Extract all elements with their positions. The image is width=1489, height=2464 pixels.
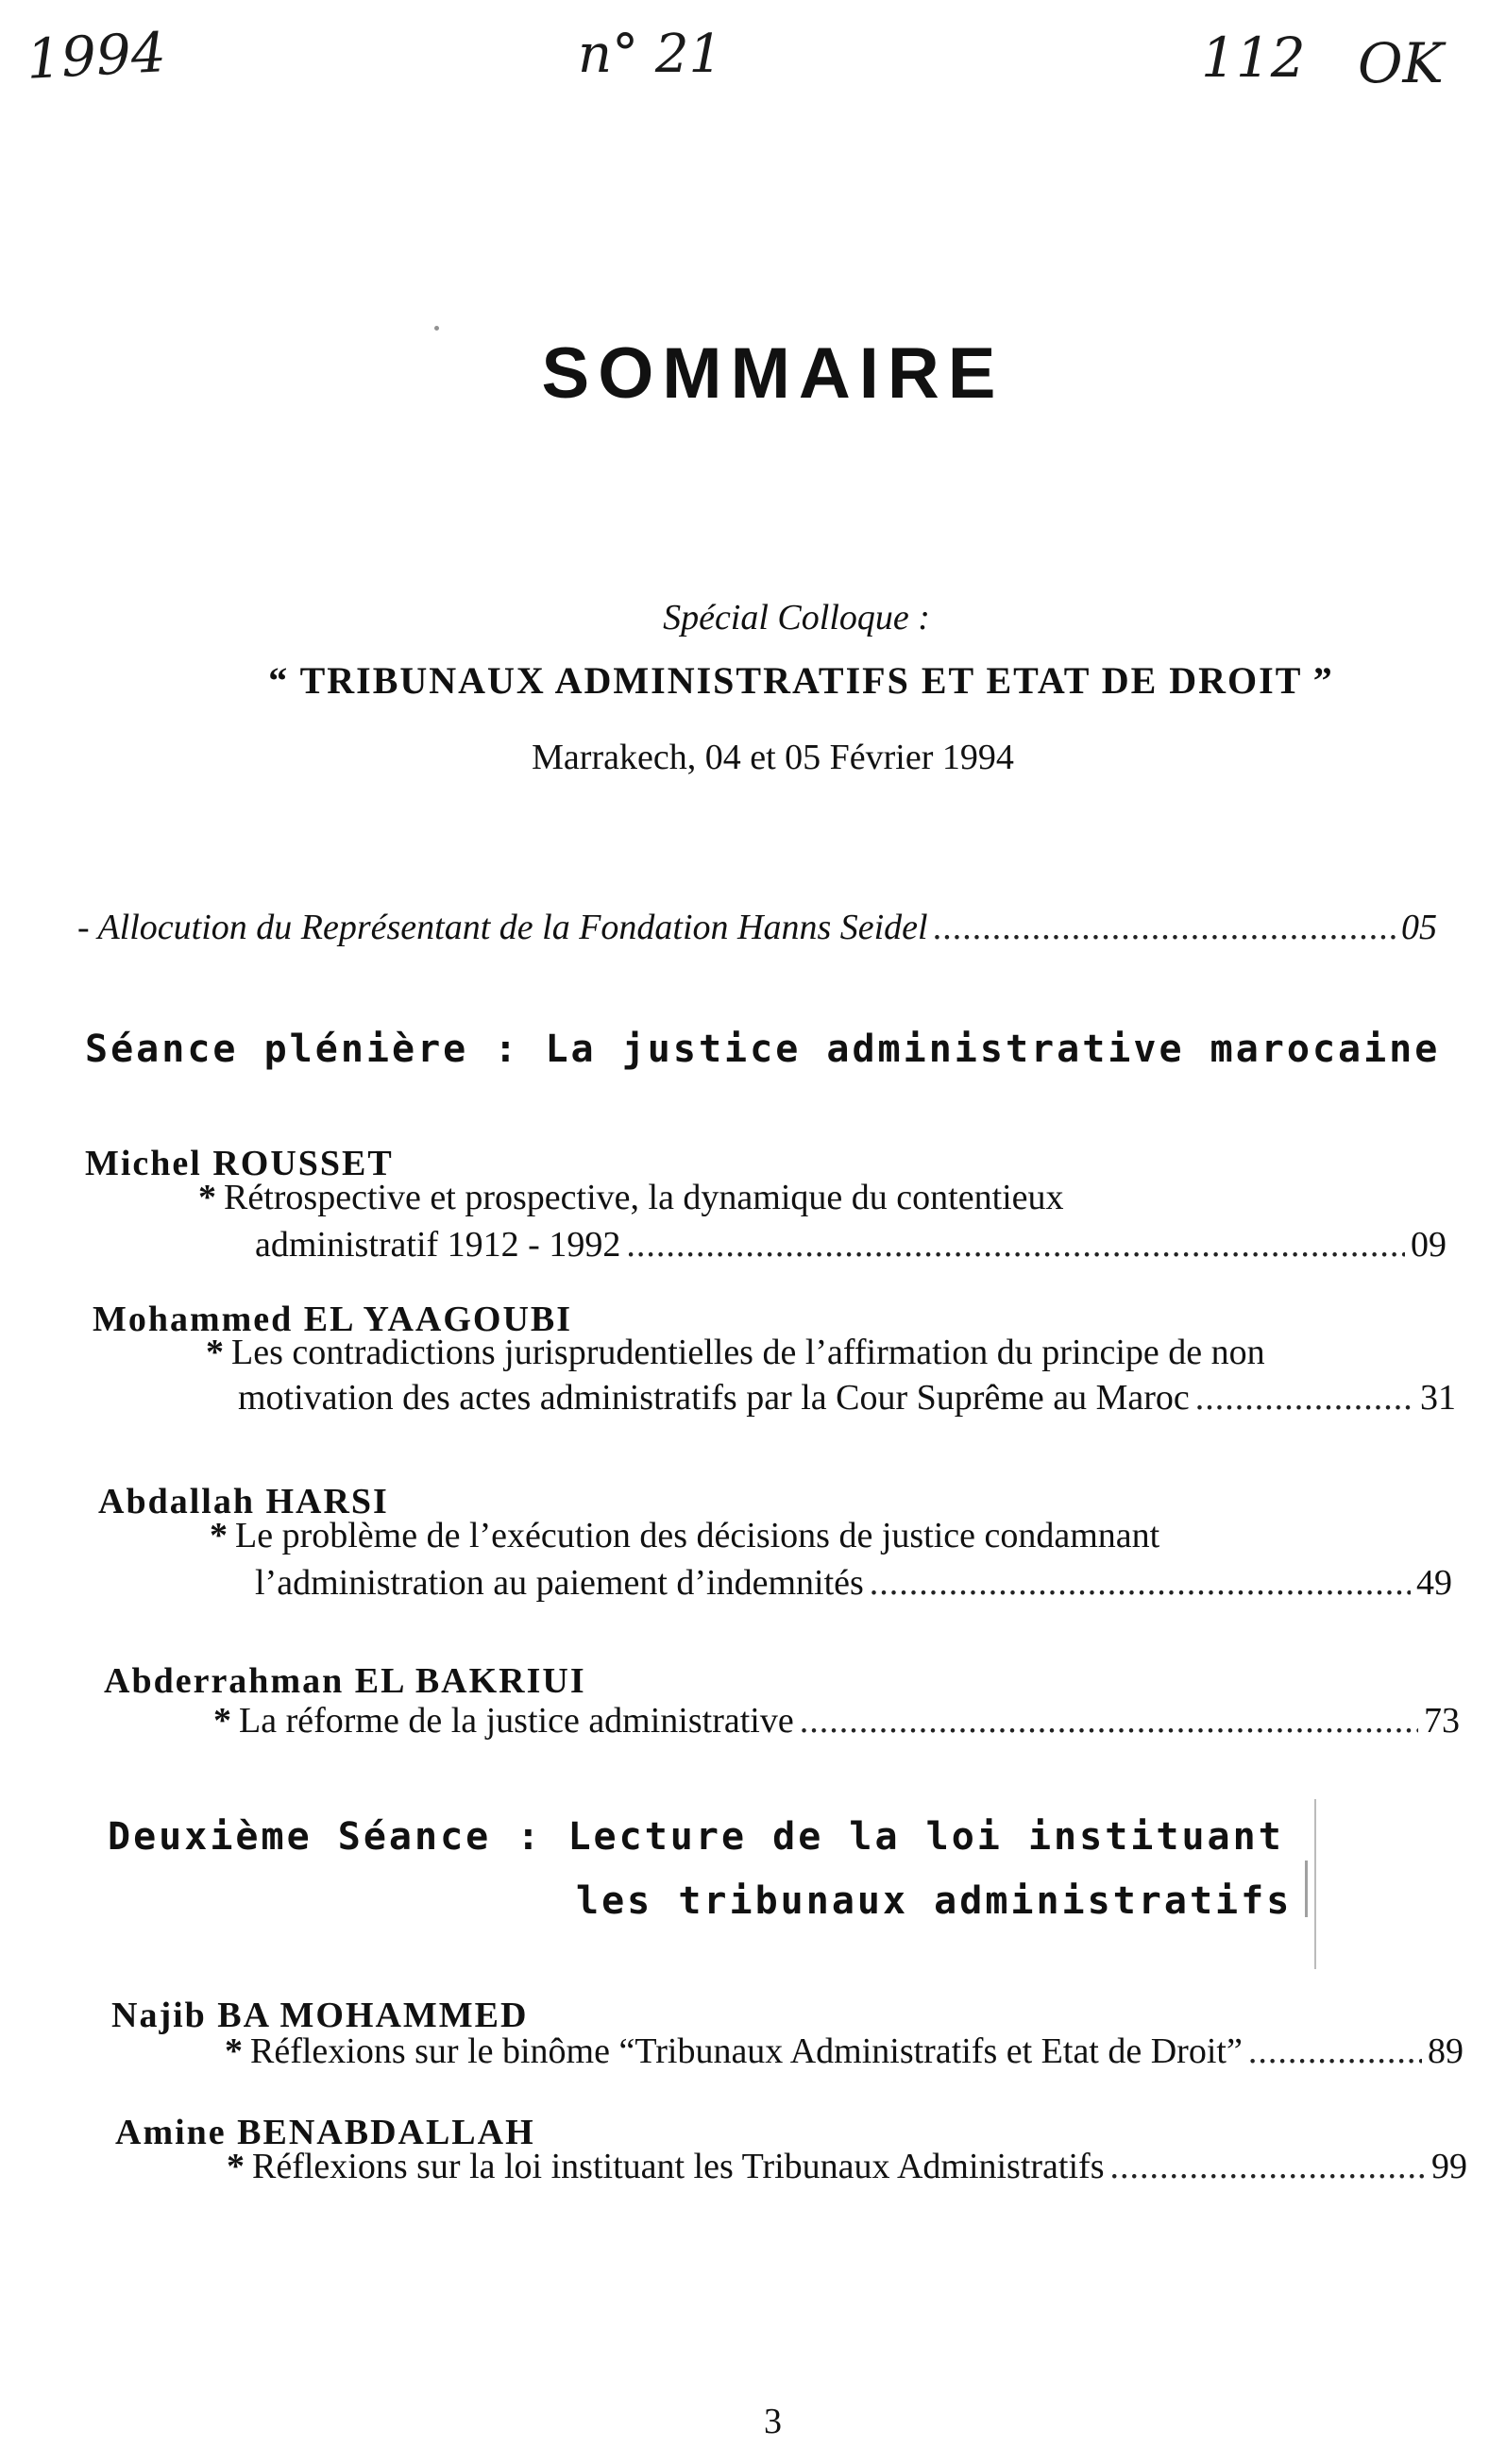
toc-entry-line [213, 1700, 1460, 1742]
colloque-place-date: Marrakech, 04 et 05 Février 1994 [532, 738, 1014, 777]
dot-leader [934, 907, 1396, 948]
toc-entry-line [225, 2031, 1464, 2072]
scan-mark [1314, 1799, 1316, 1969]
toc-entry-title-line [210, 1515, 1159, 1556]
toc-entry-line [255, 1562, 1452, 1604]
handwritten-code: 112 [1201, 25, 1306, 90]
dot-leader [800, 1700, 1418, 1742]
toc-author: Abderrahman EL BAKRIUI [104, 1661, 586, 1701]
toc-entry-title [213, 1700, 794, 1742]
toc-entry-page: 09 [1411, 1225, 1447, 1265]
section-heading-seance-pleniere: Séance plénière : La justice administrative marocaine [85, 1028, 1441, 1071]
toc-entry-title [227, 2146, 1104, 2187]
toc-entry-title: Les contradictions jurisprudentielles de l’affirmation du principe de non [231, 1333, 1265, 1372]
toc-entry-title-line [206, 1332, 1265, 1373]
scan-mark [434, 326, 439, 331]
bullet-star-icon: * [206, 1333, 224, 1372]
toc-entry-title-text: La réforme de la justice administrative [239, 1701, 794, 1741]
toc-entry-title [225, 2031, 1243, 2072]
bullet-star-icon: * [225, 2031, 243, 2071]
toc-entry-line [255, 1224, 1447, 1266]
toc-author: Abdallah HARSI [98, 1482, 389, 1521]
colloque-title: “ TRIBUNAUX ADMINISTRATIFS ET ETAT DE DROIT ” [268, 659, 1334, 702]
toc-entry-allocution [77, 907, 1437, 948]
dot-leader [626, 1224, 1405, 1266]
toc-author: Amine BENABDALLAH [115, 2113, 535, 2152]
toc-entry-title-text: Réflexions sur la loi instituant les Tribunaux Administratifs [252, 2147, 1105, 2186]
toc-entry-line [227, 2146, 1467, 2187]
special-colloque-label: Spécial Colloque : [663, 598, 930, 637]
handwritten-status: OK [1358, 31, 1444, 95]
handwritten-year: 1994 [25, 20, 168, 92]
dot-leader [1248, 2031, 1422, 2072]
toc-entry-title-text: Réflexions sur le binôme “Tribunaux Administratifs et Etat de Droit” [250, 2031, 1243, 2071]
toc-entry-title-line [198, 1177, 1064, 1218]
section-heading-deuxieme-seance-cont: les tribunaux administratifs [576, 1879, 1293, 1923]
handwritten-issue-number: n° 21 [578, 24, 723, 85]
dot-leader [1195, 1377, 1414, 1419]
toc-entry-page: 73 [1424, 1701, 1460, 1741]
toc-entry-title-cont: motivation des actes administratifs par la Cour Suprême au Maroc [238, 1378, 1190, 1418]
toc-entry-page: 89 [1428, 2031, 1464, 2071]
allocution-page: 05 [1401, 908, 1437, 947]
allocution-text: - Allocution du Représentant de la Fondation Hanns Seidel [77, 908, 928, 947]
toc-entry-title: Le problème de l’exécution des décisions de justice condamnant [235, 1516, 1160, 1555]
toc-author: Michel ROUSSET [85, 1144, 394, 1183]
toc-author: Mohammed EL YAAGOUBI [93, 1300, 573, 1339]
toc-entry-title-cont: administratif 1912 - 1992 [255, 1225, 621, 1265]
bullet-star-icon: * [210, 1516, 228, 1555]
toc-entry-page: 31 [1420, 1378, 1456, 1418]
toc-entry-page: 99 [1431, 2147, 1467, 2186]
bullet-star-icon: * [227, 2147, 245, 2186]
toc-entry-title-cont: l’administration au paiement d’indemnités [255, 1563, 864, 1603]
dot-leader [1109, 2146, 1426, 2187]
scan-mark [1305, 1861, 1308, 1917]
toc-entry-page: 49 [1416, 1563, 1452, 1603]
dot-leader [870, 1562, 1411, 1604]
bullet-star-icon: * [198, 1178, 216, 1217]
section-heading-deuxieme-seance: Deuxième Séance : Lecture de la loi instituant [108, 1815, 1284, 1859]
bullet-star-icon: * [213, 1701, 231, 1741]
toc-author: Najib BA MOHAMMED [111, 1996, 529, 2035]
toc-entry-line [238, 1377, 1456, 1419]
toc-entry-title: Rétrospective et prospective, la dynamique du contentieux [224, 1178, 1064, 1217]
page-title: SOMMAIRE [541, 333, 1005, 414]
page-number: 3 [764, 2402, 782, 2441]
